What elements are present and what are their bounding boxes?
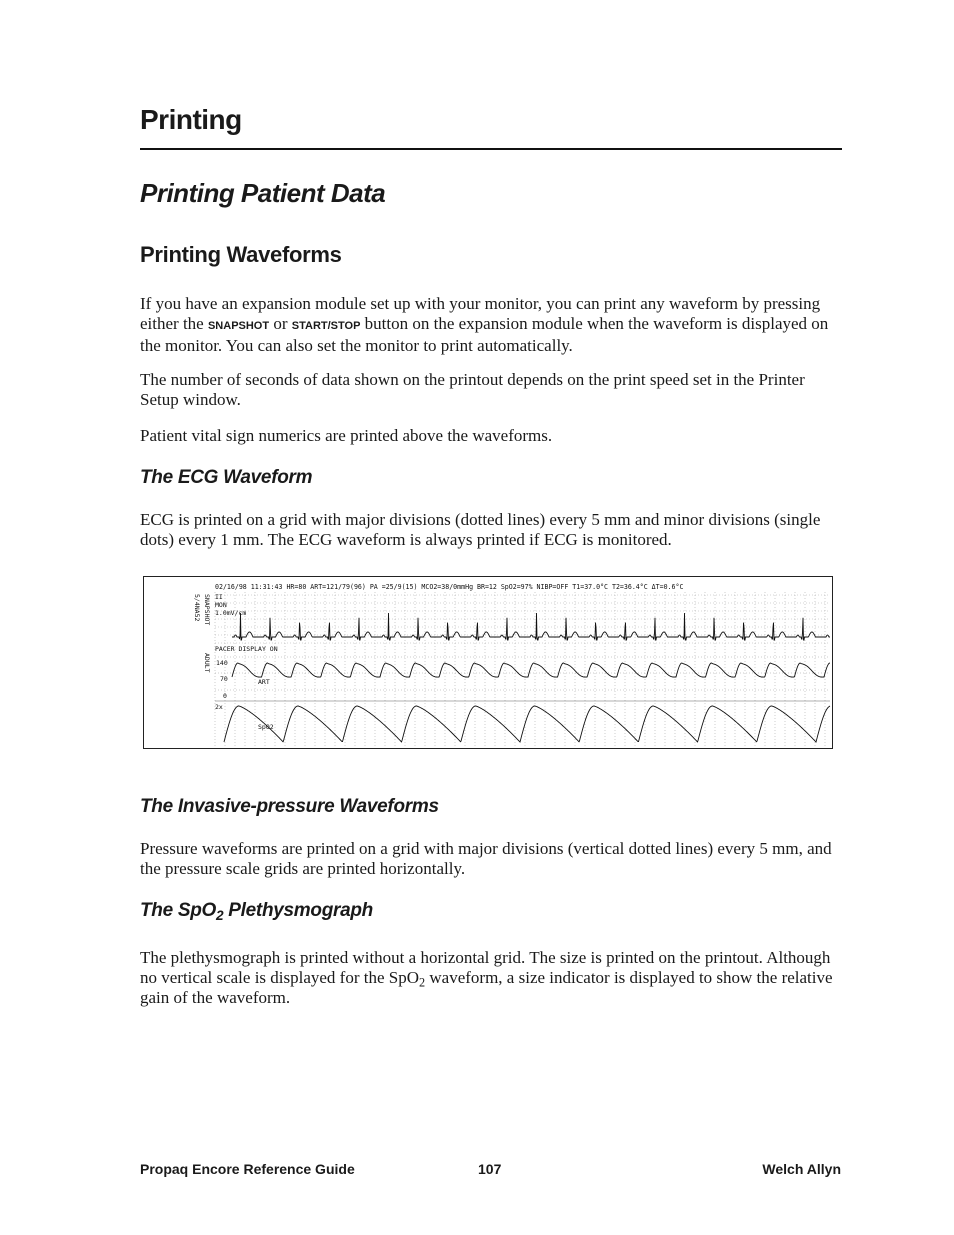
ecg-gain-label: 1.0mV/cm: [215, 609, 247, 617]
intro-paragraph-3: Patient vital sign numerics are printed above the waveforms.: [140, 426, 553, 445]
art-trace: [232, 663, 830, 677]
intro-paragraph-1: If you have an expansion module set up with your monitor, you can print any waveform by pressing either the SNAPSHOT or START/STOP button on the expansion module when the waveform is displayed on the monitor. You can also set the monitor to print automatically.: [140, 294, 829, 355]
footer-doc-title: Propaq Encore Reference Guide: [140, 1161, 355, 1177]
spo2-heading: The SpO$_2$ Plethysmograph: [140, 900, 373, 924]
ecg-mode-label: MON: [215, 601, 227, 609]
art-scale-mid: 70: [220, 675, 228, 683]
page-title: Printing: [140, 104, 242, 135]
printout-waveforms: [224, 613, 830, 742]
intro-paragraph-2: The number of seconds of data shown on the printout depends on the print speed set in the Printer Setup window.: [140, 370, 805, 409]
startstop-keyword: START/STOP: [291, 320, 361, 332]
spo2-paragraph: The plethysmograph is printed without a horizontal grid. The size is printed on the printout. Although no vertical scale is displayed for the SpO$_2$ waveform, a size indicator is displayed to show the relative gain of the waveform.: [140, 948, 833, 1007]
art-label: ART: [258, 678, 270, 686]
spo2-label: SpO2: [258, 723, 274, 731]
printout-header-line: 02/16/98 11:31:43 HR=80 ART=121/79(96) PA =25/9(15) MCO2=38/0mmHg BR=12 SpO2=97% NIBP=OFF T1=37.0°C T2=36.4°C ΔT=0.6°C: [215, 583, 684, 591]
printout-side-right: SNAPSHOT: [203, 594, 211, 626]
section-heading: Printing Patient Data: [140, 178, 386, 208]
invasive-heading: The Invasive-pressure Waveforms: [140, 796, 439, 817]
art-scale-top: 140: [216, 659, 228, 667]
printout-side-left: 5/4NA52: [193, 594, 201, 622]
ecg-lead-label: II: [215, 593, 223, 601]
ecg-trace: [232, 613, 830, 640]
footer-company: Welch Allyn: [762, 1161, 841, 1177]
printout-side-adult: ADULT: [203, 653, 211, 673]
art-scale-zero: 0: [223, 692, 227, 700]
snapshot-keyword: SNAPSHOT: [207, 320, 270, 332]
ecg-paragraph: ECG is printed on a grid with major divisions (dotted lines) every 5 mm and minor divisions (single dots) every 1 mm. The ECG waveform is always printed if ECG is monitored.: [140, 510, 821, 549]
footer-page-number: 107: [478, 1161, 502, 1177]
waveform-printout-figure: [143, 576, 833, 749]
invasive-paragraph: Pressure waveforms are printed on a grid with major divisions (vertical dotted lines) every 5 mm, and the pressure scale grids are printed horizontally.: [140, 839, 832, 878]
waveform-printout: [144, 577, 832, 748]
ecg-heading: The ECG Waveform: [140, 467, 313, 488]
pacer-label: PACER DISPLAY ON: [215, 645, 278, 653]
spo2-gain-label: 2x: [215, 703, 223, 711]
subsection-heading: Printing Waveforms: [140, 242, 342, 267]
title-rule: [140, 148, 842, 150]
